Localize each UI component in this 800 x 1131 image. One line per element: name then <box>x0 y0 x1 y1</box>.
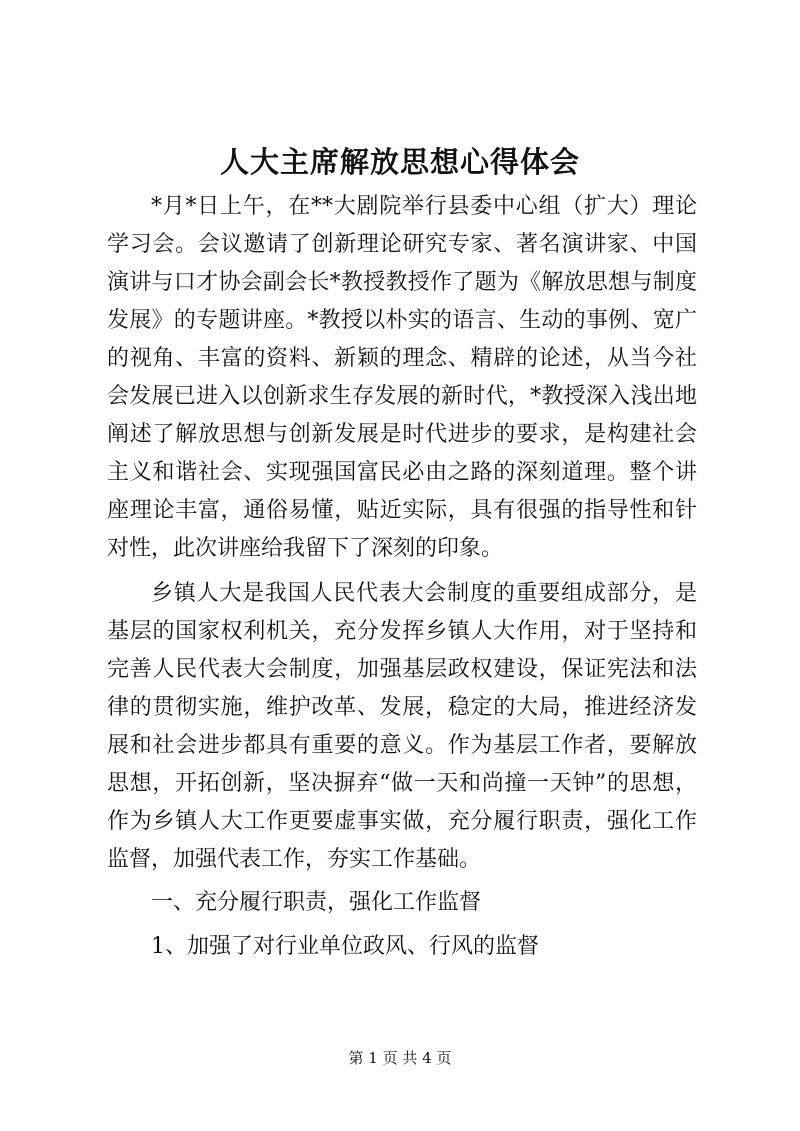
body-paragraph-2: 乡镇人大是我国人民代表大会制度的重要组成部分，是基层的国家权利机关，充分发挥乡镇人大作用，对于坚持和完善人民代表大会制度，加强基层政权建设，保证宪法和法律的贯彻实施，维护改革、发展，稳定的大局，推进经济发展和社会进步都具有重要的意义。作为基层工作者，要解放思想，开拓创新，坚决摒弃“做一天和尚撞一天钟”的思想，作为乡镇人大工作更要虚事实做，充分履行职责，强化工作监督，加强代表工作，夯实工作基础。 <box>107 581 697 872</box>
subsection-heading: 1、加强了对行业单位政风、行风的监督 <box>151 934 539 959</box>
section-heading: 一、充分履行职责，强化工作监督 <box>151 890 482 915</box>
document-body <box>107 188 697 966</box>
document-title: 人大主席解放思想心得体会 <box>219 145 580 179</box>
body-paragraph-1: *月*日上午，在**大剧院举行县委中心组（扩大）理论学习会。会议邀请了创新理论研究专家、著名演讲家、中国演讲与口才协会副会长*教授教授作了题为《解放思想与制度发展》的专题讲座。*教授以朴实的语言、生动的事例、宽广的视角、丰富的资料、新颖的理念、精辟的论述，从当今社会发展已进入以创新求生存发展的新时代，*教授深入浅出地阐述了解放思想与创新发展是时代进步的要求，是构建社会主义和谐社会、实现强国富民必由之路的深刻道理。整个讲座理论丰富，通俗易懂，贴近实际，具有很强的指导性和针对性，此次讲座给我留下了深刻的印象。 <box>107 194 697 561</box>
page-number-footer: 第 1 页 共 4 页 <box>348 1049 452 1067</box>
